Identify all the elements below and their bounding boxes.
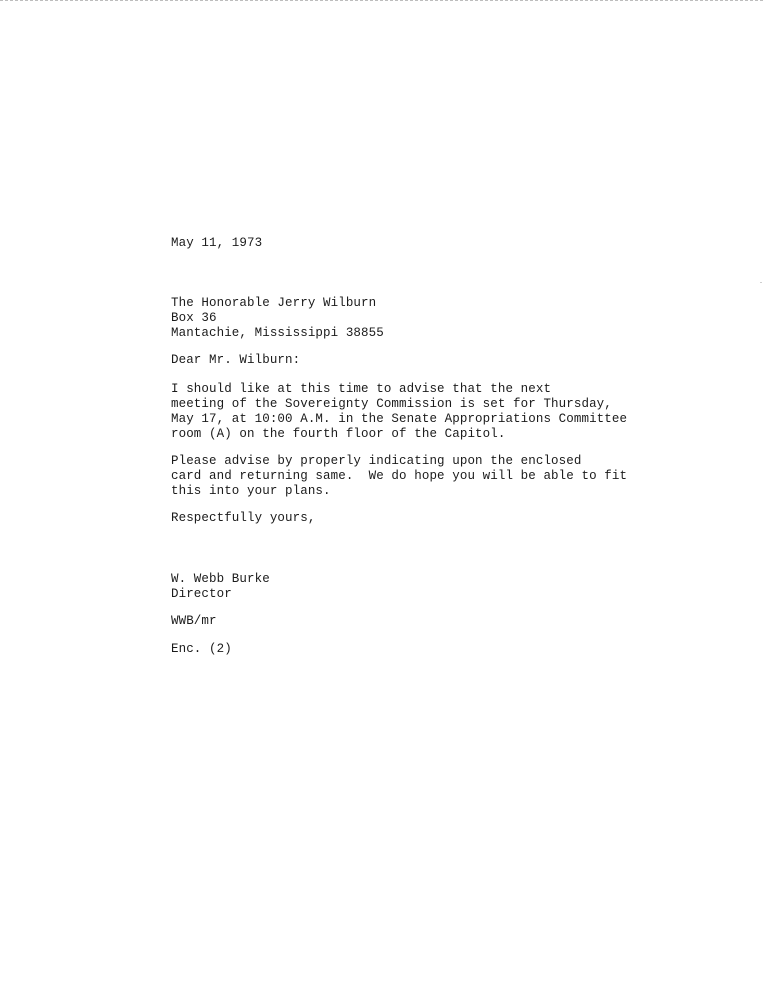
salutation: Dear Mr. Wilburn: (171, 353, 301, 367)
paragraph-line: May 17, at 10:00 A.M. in the Senate Appropriations Committee (171, 412, 628, 426)
paragraph-line: this into your plans. (171, 484, 331, 498)
paragraph-line: I should like at this time to advise that the next (171, 382, 552, 396)
recipient-box: Box 36 (171, 311, 217, 325)
signature-block (171, 572, 641, 602)
recipient-name: The Honorable Jerry Wilburn (171, 296, 377, 310)
signer-name: W. Webb Burke (171, 572, 270, 586)
recipient-city: Mantachie, Mississippi 38855 (171, 326, 384, 340)
paragraph-line: room (A) on the fourth floor of the Capitol. (171, 427, 506, 441)
paragraph-line: Please advise by properly indicating upon the enclosed (171, 454, 582, 468)
enclosure-note: Enc. (2) (171, 642, 232, 656)
paragraph-rsvp (171, 454, 641, 499)
page-top-border (0, 0, 763, 1)
typist-initials: WWB/mr (171, 614, 217, 628)
paragraph-meeting (171, 382, 641, 442)
signer-title: Director (171, 587, 232, 601)
paragraph-line: card and returning same. We do hope you will be able to fit (171, 469, 628, 483)
recipient-address (171, 296, 641, 341)
closing: Respectfully yours, (171, 511, 316, 525)
margin-mark (760, 282, 762, 283)
letter-body (171, 236, 641, 657)
letter-date: May 11, 1973 (171, 236, 263, 250)
paragraph-line: meeting of the Sovereignty Commission is set for Thursday, (171, 397, 612, 411)
